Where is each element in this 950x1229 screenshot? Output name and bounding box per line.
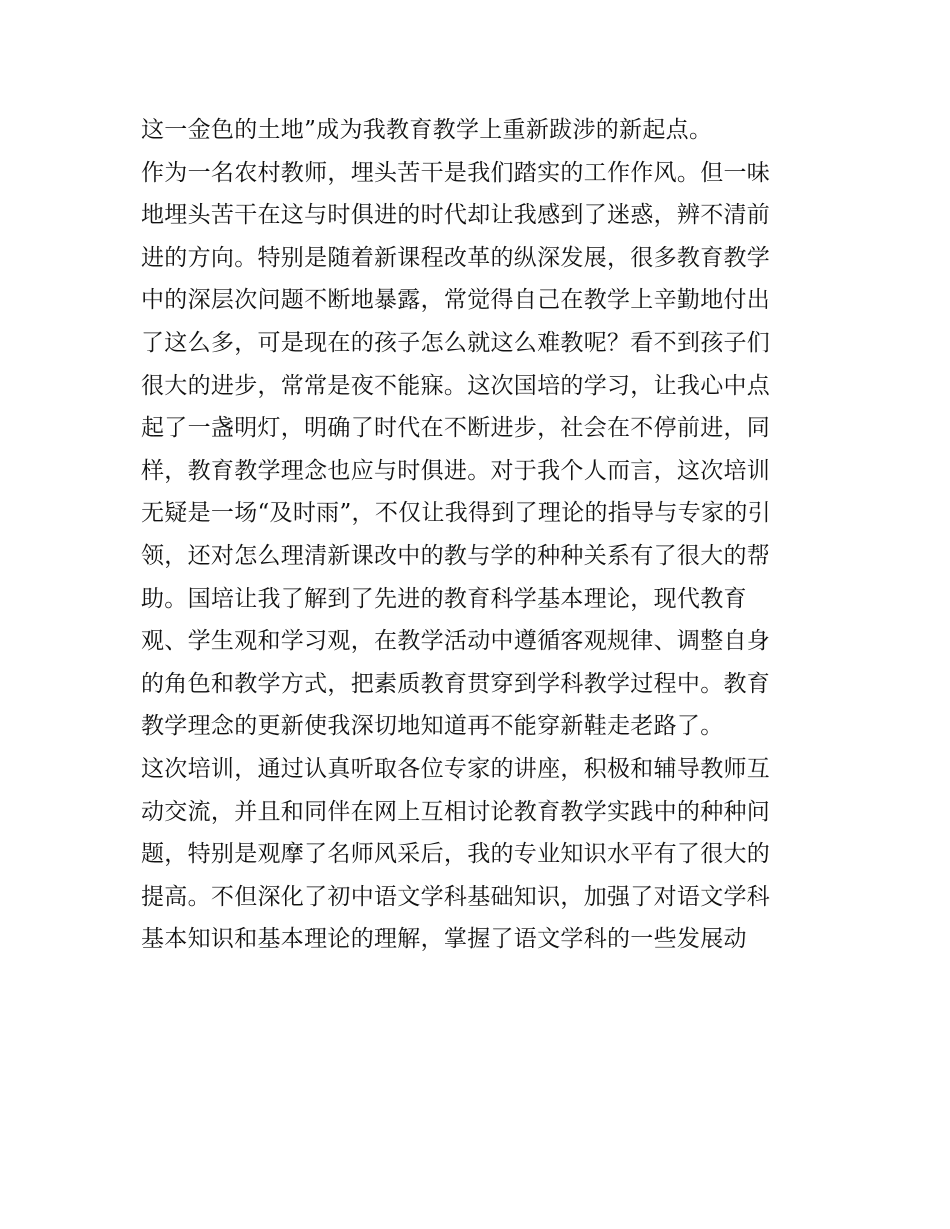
text-line: 教学理念的更新使我深切地知道再不能穿新鞋走老路了。 bbox=[141, 713, 724, 740]
text-line: 这次培训，通过认真听取各位专家的讲座，积极和辅导教师互 bbox=[141, 755, 771, 782]
text-line: 很大的进步，常常是夜不能寐。这次国培的学习，让我心中点 bbox=[141, 372, 771, 399]
text-line: 地埋头苦干在这与时俱进的时代却让我感到了迷惑，辨不清前 bbox=[141, 202, 771, 229]
text-line: 作为一名农村教师，埋头苦干是我们踏实的工作作风。但一味 bbox=[141, 159, 771, 186]
text-line: 进的方向。特别是随着新课程改革的纵深发展，很多教育教学 bbox=[141, 244, 771, 271]
text-line: 观、学生观和学习观，在教学活动中遵循客观规律、调整自身 bbox=[141, 628, 771, 655]
text-line: 基本知识和基本理论的理解，掌握了语文学科的一些发展动 bbox=[141, 926, 747, 953]
text-line: 提高。不但深化了初中语文学科基础知识，加强了对语文学科 bbox=[141, 883, 771, 910]
text-line: 题，特别是观摩了名师风采后，我的专业知识水平有了很大的 bbox=[141, 841, 771, 868]
text-line: 这一金色的土地”成为我教育教学上重新跋涉的新起点。 bbox=[141, 117, 713, 143]
text-line: 起了一盏明灯，明确了时代在不断进步，社会在不停前进，同 bbox=[141, 415, 771, 442]
document-body bbox=[141, 109, 821, 961]
text-line: 样，教育教学理念也应与时俱进。对于我个人而言，这次培训 bbox=[141, 457, 771, 484]
text-line: 中的深层次问题不断地暴露，常觉得自己在教学上辛勤地付出 bbox=[141, 287, 771, 314]
text-line: 的角色和教学方式，把素质教育贯穿到学科教学过程中。教育 bbox=[141, 670, 771, 697]
text-line: 了这么多，可是现在的孩子怎么就这么难教呢？看不到孩子们 bbox=[141, 329, 771, 356]
text-line: 助。国培让我了解到了先进的教育科学基本理论，现代教育 bbox=[141, 585, 747, 612]
text-line: 领，还对怎么理清新课改中的教与学的种种关系有了很大的帮 bbox=[141, 542, 771, 569]
text-line: 动交流，并且和同伴在网上互相讨论教育教学实践中的种种问 bbox=[141, 798, 771, 825]
text-line: 无疑是一场“及时雨”，不仅让我得到了理论的指导与专家的引 bbox=[141, 500, 771, 527]
